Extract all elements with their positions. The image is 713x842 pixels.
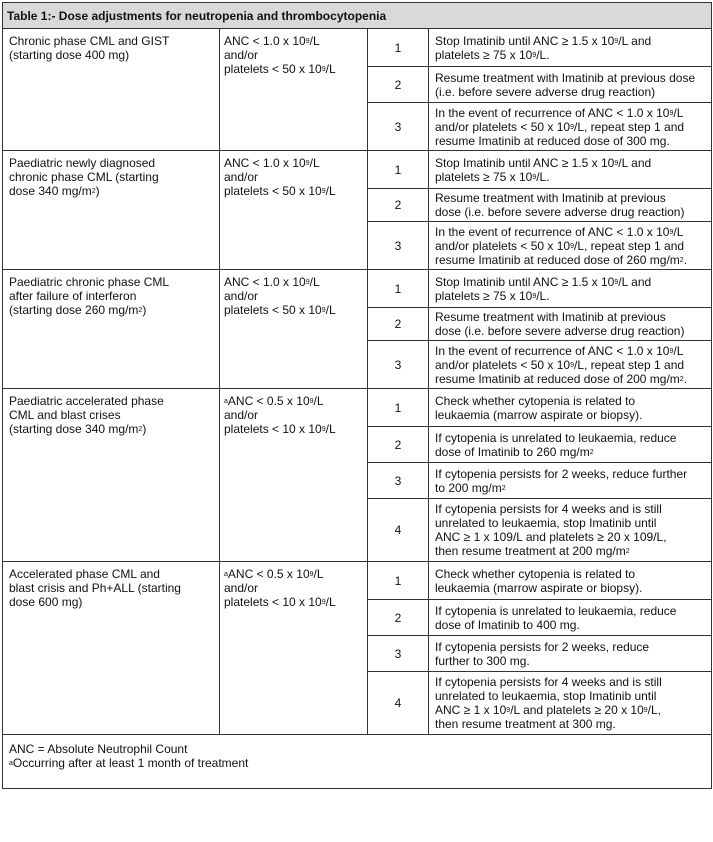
step-number: 4 <box>368 499 429 562</box>
text-run: If cytopenia persists for 2 weeks, reduce further <box>435 466 688 481</box>
text-run: then resume treatment at 200 mg/m <box>435 544 626 558</box>
criteria-line <box>224 567 363 581</box>
action-line <box>435 530 705 544</box>
text-run: ANC < 1.0 x 10 <box>224 275 306 289</box>
text-run: platelets ≥ 75 x 10 <box>435 169 533 184</box>
footnote-text: Occurring after at least 1 month of treatment <box>12 756 249 770</box>
text-run: Resume treatment with Imatinib at previous <box>435 191 666 205</box>
action-cell <box>429 103 712 151</box>
criteria-line <box>224 289 363 303</box>
criteria-line <box>224 34 363 48</box>
text-run: (starting dose 400 mg) <box>9 48 130 62</box>
action-line <box>435 689 705 703</box>
action-cell <box>429 389 712 427</box>
text-run: and/or platelets < 50 x 10 <box>435 357 571 372</box>
footnote-anc: ANC = Absolute Neutrophil Count <box>9 742 188 756</box>
step-number: 2 <box>368 600 429 636</box>
criteria-line <box>224 170 363 184</box>
text-run: chronic phase CML (starting <box>9 170 159 184</box>
text-run: leukaemia (marrow aspirate or biopsy). <box>435 407 643 422</box>
table-title: Table 1:- Dose adjustments for neutropenia and thrombocytopenia <box>3 3 712 29</box>
action-line <box>435 134 705 148</box>
step-number: 3 <box>368 222 429 270</box>
dose-adjustment-table <box>2 2 712 789</box>
text-run: Stop Imatinib until ANC ≥ 1.5 x 10 <box>435 274 615 289</box>
text-run: Stop Imatinib until ANC ≥ 1.5 x 10 <box>435 33 615 48</box>
superscript: 9 <box>614 159 619 167</box>
text-run: /L and platelets ≥ 20 x 10 <box>510 703 644 717</box>
action-cell <box>429 600 712 636</box>
table-title-row <box>3 3 712 29</box>
superscript: 9 <box>570 123 574 131</box>
text-run: ANC < 0.5 x 10 <box>227 394 310 408</box>
action-line <box>435 85 705 99</box>
footnote-mark: a <box>9 760 13 767</box>
criteria-cell <box>220 270 368 389</box>
text-run: platelets ≥ 75 x 10 <box>435 288 533 303</box>
text-run: If cytopenia is unrelated to leukaemia, reduce <box>435 603 677 618</box>
superscript: 9 <box>305 279 310 286</box>
action-line <box>435 34 705 48</box>
condition-line <box>9 581 213 595</box>
condition-line <box>9 394 213 408</box>
text-run: dose 600 mg) <box>9 595 83 609</box>
text-run: dose 340 mg/m <box>9 184 92 198</box>
text-run: ANC < 1.0 x 10 <box>224 156 306 170</box>
text-run: /L <box>309 275 320 289</box>
criteria-line <box>224 156 363 170</box>
criteria-line <box>224 275 363 289</box>
action-line <box>435 310 705 324</box>
action-cell <box>429 270 712 308</box>
text-run: unrelated to leukaemia, stop Imatinib until <box>435 516 657 530</box>
table-row <box>3 29 712 67</box>
criteria-cell <box>220 29 368 151</box>
footnote-mark: a <box>224 398 228 405</box>
action-line <box>435 344 705 358</box>
superscript: 9 <box>321 66 326 73</box>
superscript: 9 <box>669 347 674 355</box>
step-number: 2 <box>368 67 429 103</box>
superscript: 2 <box>138 307 143 314</box>
criteria-line <box>224 408 363 422</box>
text-run: further to 300 mg. <box>435 653 530 668</box>
action-line <box>435 654 705 668</box>
text-run: ) <box>142 303 147 317</box>
superscript: 9 <box>669 228 674 236</box>
text-run: platelets < 50 x 10 <box>224 62 322 76</box>
step-number: 3 <box>368 341 429 389</box>
action-line <box>435 275 705 289</box>
condition-cell <box>3 562 220 735</box>
table-row <box>3 151 712 189</box>
action-line <box>435 225 705 239</box>
text-run: /L <box>325 62 336 76</box>
action-line <box>435 581 705 595</box>
text-run: If cytopenia persists for 4 weeks and is still <box>435 502 662 516</box>
text-run: If cytopenia persists for 2 weeks, reduce <box>435 639 650 654</box>
condition-line <box>9 408 213 422</box>
text-run: /L <box>673 343 684 358</box>
text-run: platelets < 50 x 10 <box>224 184 322 198</box>
action-line <box>435 502 705 516</box>
action-line <box>435 703 705 717</box>
condition-line <box>9 289 213 303</box>
table-row <box>3 270 712 308</box>
text-run: ANC ≥ 1 x 109/L and platelets ≥ 20 x 109/L, <box>435 530 667 544</box>
text-run: /L and <box>618 33 652 48</box>
footnotes <box>3 735 712 789</box>
step-number: 1 <box>368 389 429 427</box>
step-number: 3 <box>368 103 429 151</box>
action-line <box>435 394 705 408</box>
text-run: /L. <box>536 169 550 184</box>
step-number: 1 <box>368 151 429 189</box>
text-run: dose (i.e. before severe adverse drug reaction) <box>435 205 685 219</box>
action-line <box>435 358 705 372</box>
action-line <box>435 289 705 303</box>
superscript: 9 <box>570 361 574 369</box>
superscript: 9 <box>532 51 537 59</box>
condition-cell <box>3 270 220 389</box>
text-run: and/or <box>224 48 259 62</box>
superscript: 2 <box>138 426 143 433</box>
superscript: 9 <box>321 188 326 195</box>
action-line <box>435 48 705 62</box>
text-run: resume Imatinib at reduced dose of 260 mg/m <box>435 252 680 267</box>
text-run: CML and blast crises <box>9 408 121 422</box>
text-run: platelets < 50 x 10 <box>224 303 322 317</box>
condition-line <box>9 595 213 609</box>
action-line <box>435 170 705 184</box>
action-line <box>435 567 705 581</box>
superscript: 9 <box>532 292 537 300</box>
table-row <box>3 562 712 600</box>
action-line <box>435 544 705 558</box>
superscript: 9 <box>321 307 326 314</box>
text-run: platelets < 10 x 10 <box>224 595 322 609</box>
text-run: resume Imatinib at reduced dose of 200 mg/m <box>435 371 680 386</box>
text-run: and/or <box>224 170 259 184</box>
action-line <box>435 675 705 689</box>
table-row <box>3 389 712 427</box>
text-run: /L. <box>536 288 550 303</box>
action-line <box>435 156 705 170</box>
text-run: In the event of recurrence of ANC < 1.0 x 10 <box>435 224 670 239</box>
condition-line <box>9 422 213 436</box>
text-run: Stop Imatinib until ANC ≥ 1.5 x 10 <box>435 155 615 170</box>
superscript: 9 <box>321 599 326 606</box>
action-line <box>435 372 705 386</box>
action-cell <box>429 341 712 389</box>
text-run: (starting dose 260 mg/m <box>9 303 139 317</box>
step-number: 1 <box>368 562 429 600</box>
step-number: 2 <box>368 427 429 463</box>
step-number: 3 <box>368 463 429 499</box>
action-line <box>435 717 705 731</box>
text-run: Resume treatment with Imatinib at previous <box>435 310 666 324</box>
text-run: and/or <box>224 581 259 595</box>
text-run: /L <box>313 567 324 581</box>
text-run: /L, <box>647 703 662 717</box>
step-number: 1 <box>368 29 429 67</box>
action-line <box>435 604 705 618</box>
condition-cell <box>3 389 220 562</box>
action-cell <box>429 67 712 103</box>
action-cell <box>429 29 712 67</box>
superscript: 9 <box>532 173 537 181</box>
footnote-note <box>9 756 705 770</box>
step-number: 2 <box>368 189 429 222</box>
condition-line <box>9 48 213 62</box>
criteria-line <box>224 595 363 609</box>
superscript: 9 <box>669 109 674 117</box>
action-line <box>435 481 705 495</box>
action-cell <box>429 222 712 270</box>
condition-line <box>9 275 213 289</box>
condition-cell <box>3 29 220 151</box>
footnote-mark: a <box>224 571 228 578</box>
text-run: /L <box>325 184 336 198</box>
action-cell <box>429 151 712 189</box>
superscript: 9 <box>309 571 314 578</box>
text-run: platelets < 10 x 10 <box>224 422 322 436</box>
action-line <box>435 467 705 481</box>
action-line <box>435 205 705 219</box>
step-number: 4 <box>368 672 429 735</box>
text-run: /L. <box>536 47 550 62</box>
superscript: 9 <box>643 707 648 714</box>
text-run: In the event of recurrence of ANC < 1.0 x 10 <box>435 343 670 358</box>
text-run: /L and <box>618 155 652 170</box>
action-cell <box>429 427 712 463</box>
condition-line <box>9 170 213 184</box>
action-line <box>435 431 705 445</box>
action-cell <box>429 308 712 341</box>
text-run: /L <box>673 224 684 239</box>
text-run: /L <box>325 595 336 609</box>
text-run: /L, repeat step 1 and <box>574 357 685 372</box>
text-run: and/or <box>224 408 259 422</box>
footnote-row <box>3 735 712 789</box>
action-line <box>435 618 705 632</box>
step-number: 2 <box>368 308 429 341</box>
action-line <box>435 253 705 267</box>
superscript: 2 <box>625 548 630 555</box>
text-run: If cytopenia is unrelated to leukaemia, reduce <box>435 430 677 445</box>
text-run: Paediatric accelerated phase <box>9 394 164 408</box>
superscript: 9 <box>570 242 574 250</box>
superscript: 2 <box>91 188 96 195</box>
text-run: dose of Imatinib to 400 mg. <box>435 617 580 632</box>
text-run: Paediatric newly diagnosed <box>9 156 156 170</box>
text-run: platelets ≥ 75 x 10 <box>435 47 533 62</box>
criteria-line <box>224 303 363 317</box>
text-run: Accelerated phase CML and <box>9 567 160 581</box>
criteria-line <box>224 581 363 595</box>
superscript: 9 <box>321 426 326 433</box>
condition-line <box>9 303 213 317</box>
criteria-line <box>224 184 363 198</box>
superscript: 9 <box>506 707 511 714</box>
condition-line <box>9 156 213 170</box>
superscript: 9 <box>309 398 314 405</box>
text-run: /L, repeat step 1 and <box>574 119 685 134</box>
action-cell <box>429 499 712 562</box>
text-run: /L, repeat step 1 and <box>574 238 685 253</box>
action-line <box>435 408 705 422</box>
superscript: 2 <box>679 375 684 383</box>
text-run: then resume treatment at 300 mg. <box>435 717 616 731</box>
action-line <box>435 106 705 120</box>
text-run: blast crisis and Ph+ALL (starting <box>9 581 181 595</box>
superscript: 2 <box>501 484 506 492</box>
text-run: Chronic phase CML and GIST <box>9 34 170 48</box>
text-run: Check whether cytopenia is related to <box>435 566 636 581</box>
superscript: 2 <box>589 448 594 456</box>
criteria-line <box>224 62 363 76</box>
action-line <box>435 71 705 85</box>
text-run: ANC ≥ 1 x 10 <box>435 703 507 717</box>
action-line <box>435 640 705 654</box>
condition-line <box>9 567 213 581</box>
text-run: ) <box>95 184 100 198</box>
text-run: and/or platelets < 50 x 10 <box>435 119 571 134</box>
action-line <box>435 120 705 134</box>
superscript: 9 <box>614 37 619 45</box>
text-run: If cytopenia persists for 4 weeks and is still <box>435 675 662 689</box>
criteria-line <box>224 422 363 436</box>
text-run: . <box>683 252 688 267</box>
text-run: Paediatric chronic phase CML <box>9 275 170 289</box>
superscript: 9 <box>305 38 310 45</box>
action-line <box>435 516 705 530</box>
text-run: /L <box>309 156 320 170</box>
criteria-line <box>224 394 363 408</box>
text-run: leukaemia (marrow aspirate or biopsy). <box>435 580 643 595</box>
criteria-cell <box>220 151 368 270</box>
condition-line <box>9 34 213 48</box>
action-cell <box>429 636 712 672</box>
action-cell <box>429 463 712 499</box>
step-number: 1 <box>368 270 429 308</box>
text-run: unrelated to leukaemia, stop Imatinib until <box>435 689 657 703</box>
text-run: ) <box>142 422 147 436</box>
text-run: . <box>683 371 688 386</box>
criteria-line <box>224 48 363 62</box>
text-run: (starting dose 340 mg/m <box>9 422 139 436</box>
text-run: Check whether cytopenia is related to <box>435 393 636 408</box>
text-run: /L <box>309 34 320 48</box>
text-run: to 200 mg/m <box>435 480 502 495</box>
text-run: In the event of recurrence of ANC < 1.0 x 10 <box>435 105 670 120</box>
text-run: /L and <box>618 274 652 289</box>
text-run: and/or <box>224 289 259 303</box>
criteria-cell <box>220 562 368 735</box>
text-run: ANC < 1.0 x 10 <box>224 34 306 48</box>
text-run: ANC < 0.5 x 10 <box>227 567 310 581</box>
condition-cell <box>3 151 220 270</box>
action-line <box>435 239 705 253</box>
superscript: 9 <box>305 160 310 167</box>
action-line <box>435 324 705 338</box>
superscript: 9 <box>614 278 619 286</box>
action-cell <box>429 672 712 735</box>
superscript: 2 <box>679 256 684 264</box>
condition-line <box>9 184 213 198</box>
text-run: after failure of interferon <box>9 289 137 303</box>
action-cell <box>429 562 712 600</box>
criteria-cell <box>220 389 368 562</box>
text-run: Resume treatment with Imatinib at previous dose <box>435 70 696 85</box>
text-run: dose of Imatinib to 260 mg/m <box>435 444 590 459</box>
text-run: /L <box>325 422 336 436</box>
step-number: 3 <box>368 636 429 672</box>
text-run: and/or platelets < 50 x 10 <box>435 238 571 253</box>
text-run: /L <box>325 303 336 317</box>
action-cell <box>429 189 712 222</box>
action-line <box>435 445 705 459</box>
action-line <box>435 191 705 205</box>
text-run: /L <box>313 394 324 408</box>
text-run: /L <box>673 105 684 120</box>
text-run: resume Imatinib at reduced dose of 300 mg. <box>435 133 670 148</box>
text-run: (i.e. before severe adverse drug reaction) <box>435 84 656 99</box>
text-run: dose (i.e. before severe adverse drug reaction) <box>435 324 685 338</box>
